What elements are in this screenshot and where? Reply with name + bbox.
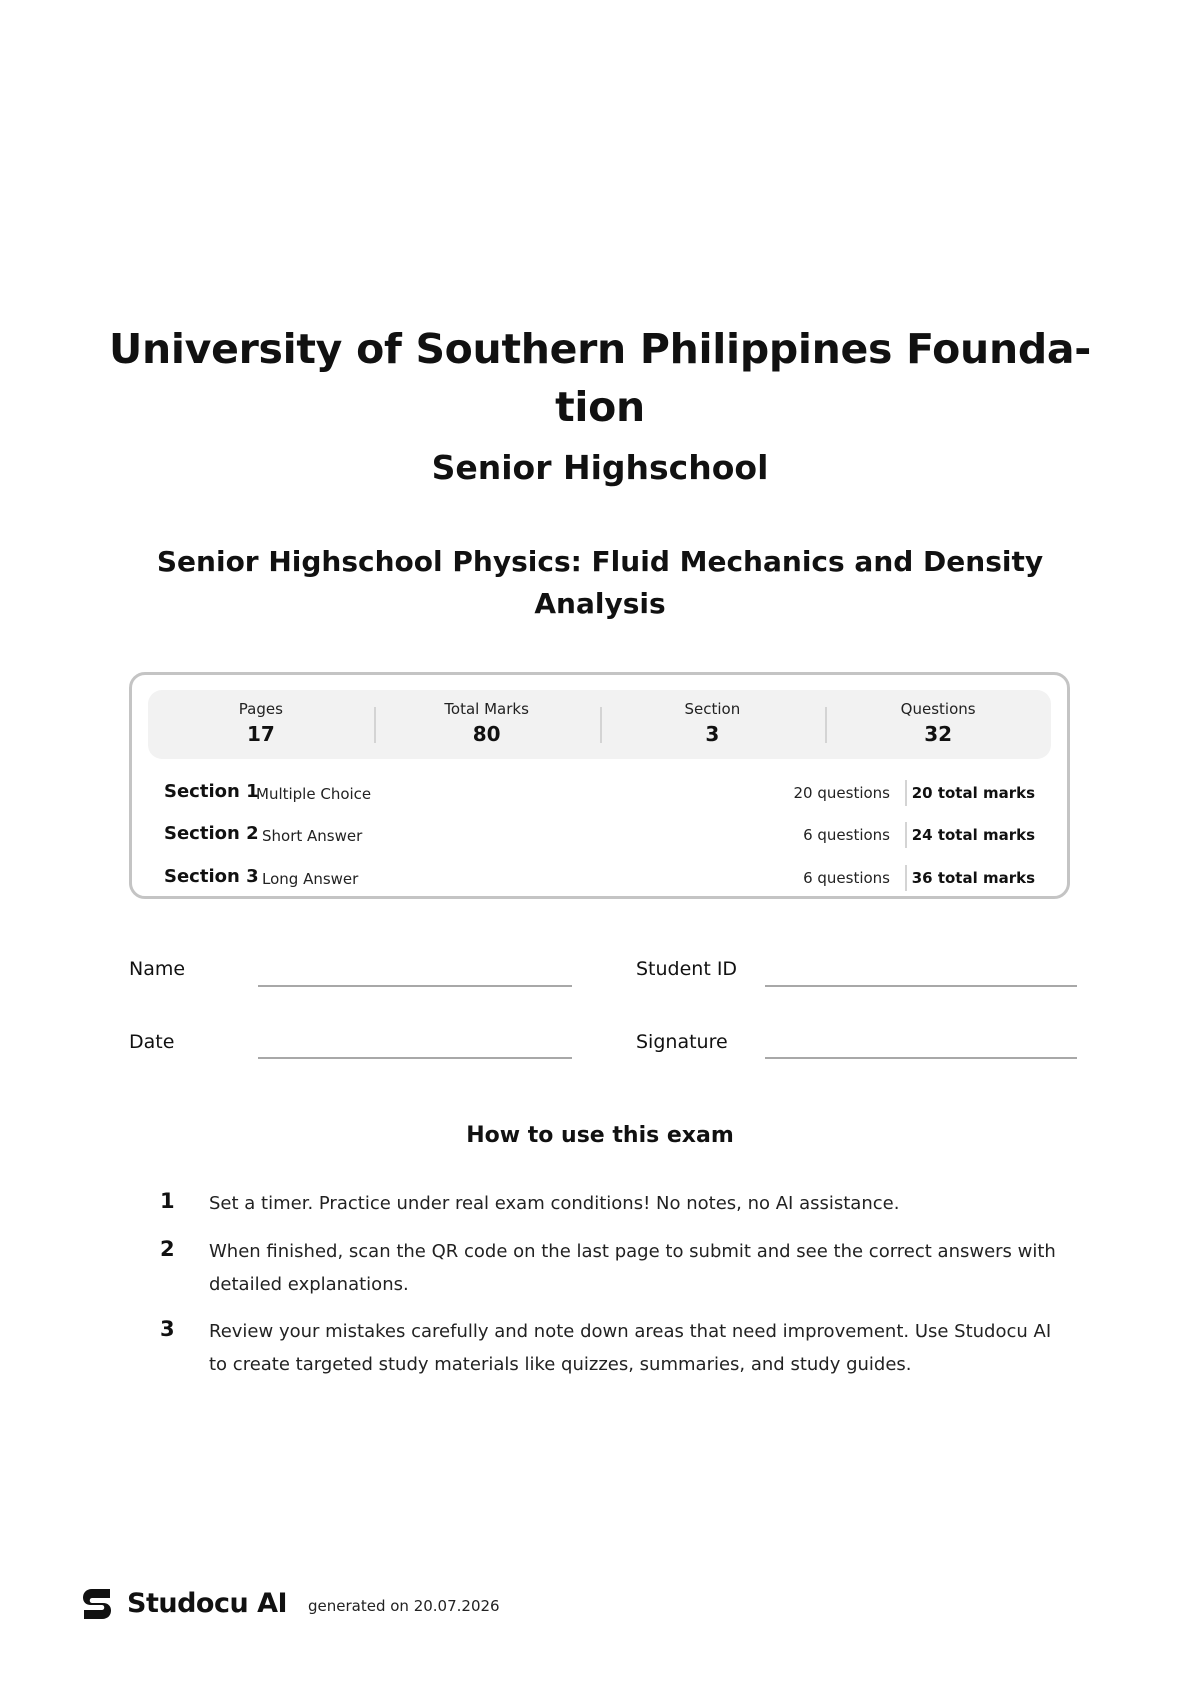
studocu-brand: Studocu AI xyxy=(127,1588,288,1619)
stat-total-marks xyxy=(374,690,600,759)
step-number: 3 xyxy=(160,1317,175,1341)
section-total-marks: 24 total marks xyxy=(911,826,1035,844)
name-label: Name xyxy=(129,958,186,980)
student-id-label: Student ID xyxy=(636,958,738,980)
signature-label: Signature xyxy=(636,1031,728,1053)
step-text: Review your mistakes carefully and note down areas that need improvement. Use Studocu AI to create targeted study materials like quizzes, summaries, and study guides. xyxy=(209,1321,1052,1375)
exam-stats-bar xyxy=(148,690,1051,759)
stat-value: 17 xyxy=(246,722,275,746)
section-row-3 xyxy=(164,864,1035,894)
step-number: 1 xyxy=(160,1189,175,1213)
section-name: Section 1 xyxy=(164,781,259,802)
section-row-1 xyxy=(164,779,1035,809)
stat-label: Questions xyxy=(900,700,976,718)
section-question-count: 6 questions xyxy=(803,869,890,887)
stat-label: Total Marks xyxy=(444,700,529,718)
section-total-marks: 20 total marks xyxy=(911,784,1035,802)
step-number: 2 xyxy=(160,1237,175,1261)
step-text: When finished, scan the QR code on the last page to submit and see the correct answers with detailed explanations. xyxy=(209,1241,1056,1295)
section-type: Long Answer xyxy=(262,870,359,888)
section-divider xyxy=(905,822,907,848)
section-row-2 xyxy=(164,821,1035,851)
stat-label: Pages xyxy=(238,700,283,718)
stat-pages xyxy=(148,690,374,759)
section-total-marks: 36 total marks xyxy=(911,869,1035,887)
stat-value: 3 xyxy=(705,722,720,746)
institution-title: University of Southern Philippines Founda- tion xyxy=(109,325,1091,431)
exam-summary-box xyxy=(129,672,1070,899)
step-text: Set a timer. Practice under real exam conditions! No notes, no AI assistance. xyxy=(209,1193,900,1214)
stat-section xyxy=(600,690,826,759)
section-divider xyxy=(905,780,907,806)
section-name: Section 2 xyxy=(164,823,259,844)
stat-label: Section xyxy=(684,700,741,718)
student-id-line[interactable] xyxy=(765,985,1077,987)
studocu-logo-icon xyxy=(80,1586,114,1622)
signature-line[interactable] xyxy=(765,1057,1077,1059)
stat-value: 80 xyxy=(472,722,501,746)
section-type: Short Answer xyxy=(262,827,363,845)
department-title: Senior Highschool xyxy=(431,448,769,487)
stat-questions xyxy=(825,690,1051,759)
section-type: Multiple Choice xyxy=(256,785,372,803)
date-label: Date xyxy=(129,1031,175,1053)
section-name: Section 3 xyxy=(164,866,259,887)
stat-value: 32 xyxy=(924,722,953,746)
exam-title: Senior Highschool Physics: Fluid Mechanics and Density Analysis xyxy=(156,545,1044,620)
name-line[interactable] xyxy=(258,985,572,987)
date-line[interactable] xyxy=(258,1057,572,1059)
section-question-count: 6 questions xyxy=(803,826,890,844)
section-question-count: 20 questions xyxy=(793,784,890,802)
section-divider xyxy=(905,865,907,891)
generated-date: generated on 20.07.2026 xyxy=(308,1597,500,1615)
howto-title: How to use this exam xyxy=(466,1123,734,1148)
